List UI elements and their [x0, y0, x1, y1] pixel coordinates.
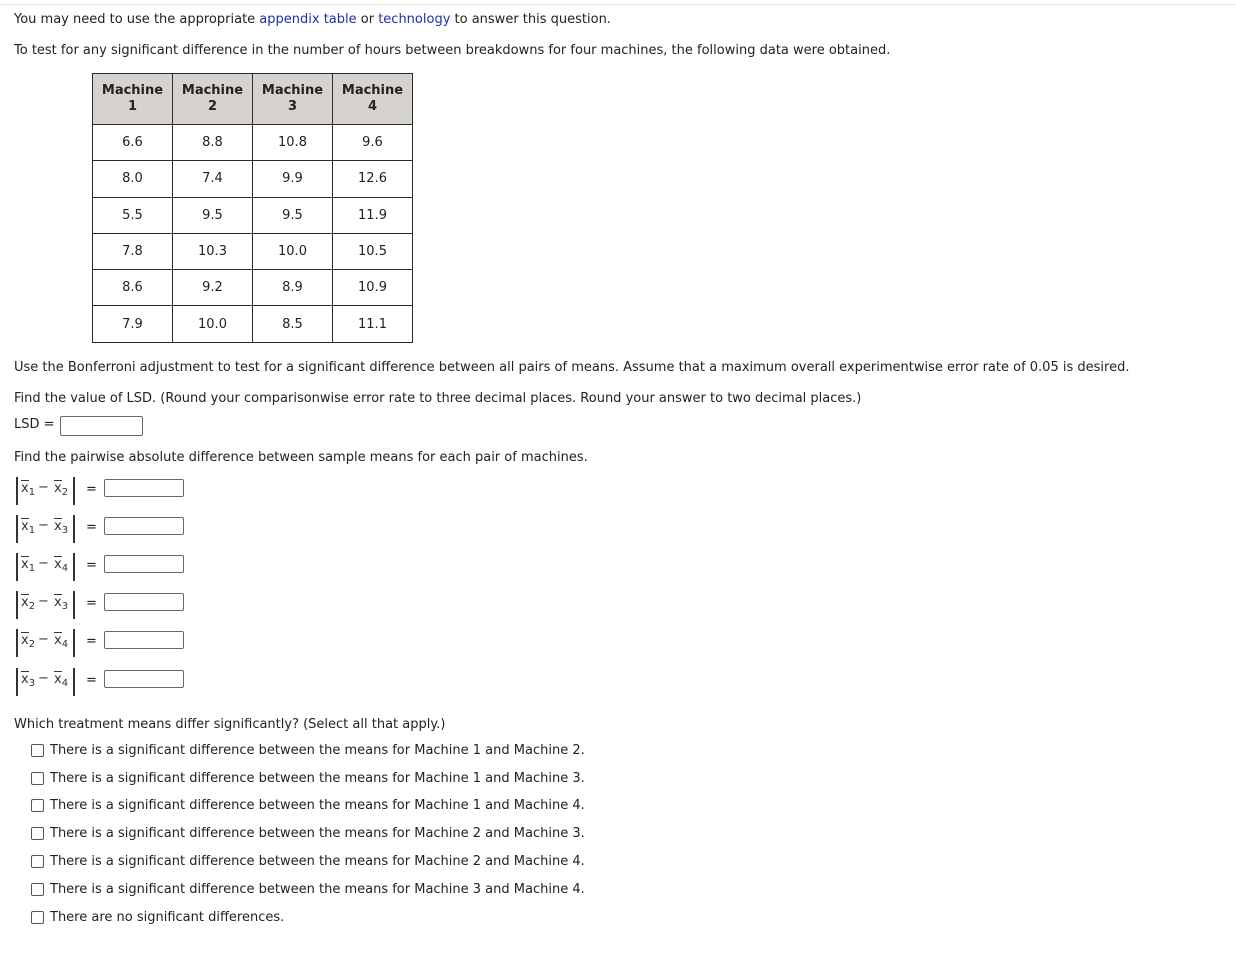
table-row	[93, 233, 413, 269]
table-cell: 11.9	[333, 197, 413, 233]
lsd-input[interactable]	[60, 416, 143, 436]
mean-symbol-a: $x_1$	[21, 481, 36, 498]
table-cell: 10.0	[253, 233, 333, 269]
top-divider	[0, 4, 1236, 5]
checkbox[interactable]	[31, 827, 44, 840]
pair-x1-x3-input[interactable]	[104, 517, 184, 535]
table-cell: 12.6	[333, 161, 413, 197]
equals-sign: =	[86, 596, 97, 611]
checkbox[interactable]	[31, 772, 44, 785]
minus-sign: −	[38, 518, 49, 533]
table-cell: 9.2	[173, 270, 253, 306]
checkbox[interactable]	[31, 855, 44, 868]
table-cell: 10.0	[173, 306, 253, 342]
mean-symbol-b: $x_4$	[54, 633, 69, 650]
mean-symbol-a: $x_1$	[21, 557, 36, 574]
pair-x1-x4	[16, 551, 176, 587]
pair-x2-x4	[16, 627, 176, 663]
intro-prefix: You may need to use the appropriate	[14, 12, 260, 27]
abs-bar-right	[73, 477, 75, 505]
table-cell: 8.6	[93, 270, 173, 306]
abs-bar-right	[73, 668, 75, 696]
problem-statement: To test for any significant difference in the number of hours between breakdowns for four machines, the following data were obtained.	[14, 43, 891, 58]
mean-symbol-b: $x_4$	[54, 557, 69, 574]
mean-symbol-b: $x_3$	[54, 519, 69, 536]
abs-bar-left	[16, 668, 18, 696]
option-label: There is a significant difference between the means for Machine 1 and Machine 2.	[50, 743, 585, 758]
table-cell: 8.8	[173, 125, 253, 161]
checkbox[interactable]	[31, 744, 44, 757]
lsd-instruction: Find the value of LSD. (Round your comparisonwise error rate to three decimal places. Round your answer to two decimal places.)	[14, 391, 862, 406]
table-cell: 8.9	[253, 270, 333, 306]
intro-suffix: to answer this question.	[450, 12, 611, 27]
table-cell: 5.5	[93, 197, 173, 233]
which-question: Which treatment means differ significantly? (Select all that apply.)	[14, 717, 446, 732]
intro-text	[14, 11, 611, 29]
pair-x1-x3	[16, 513, 176, 549]
pair-x1-x2-input[interactable]	[104, 479, 184, 497]
technology-link[interactable]: technology	[378, 12, 451, 27]
abs-bar-right	[73, 629, 75, 657]
abs-bar-right	[73, 553, 75, 581]
pair-x2-x4-input[interactable]	[104, 631, 184, 649]
table-row	[93, 270, 413, 306]
table-header-row	[93, 74, 413, 125]
pair-x1-x2	[16, 475, 176, 511]
equals-sign: =	[86, 482, 97, 497]
mean-symbol-b: $x_3$	[54, 595, 69, 612]
machine-data-table	[92, 73, 413, 343]
option-label: There are no significant differences.	[50, 910, 285, 925]
abs-bar-right	[73, 591, 75, 619]
table-cell: 7.8	[93, 233, 173, 269]
abs-bar-left	[16, 553, 18, 581]
checkbox[interactable]	[31, 799, 44, 812]
checkbox[interactable]	[31, 911, 44, 924]
table-cell: 8.0	[93, 161, 173, 197]
equals-sign: =	[86, 673, 97, 688]
mean-symbol-b: $x_2$	[54, 481, 69, 498]
table-cell: 10.8	[253, 125, 333, 161]
table-cell: 9.5	[173, 197, 253, 233]
mean-symbol-b: $x_4$	[54, 672, 69, 689]
appendix-table-link[interactable]: appendix table	[259, 12, 357, 27]
table-cell: 11.1	[333, 306, 413, 342]
table-cell: 6.6	[93, 125, 173, 161]
option-label: There is a significant difference between the means for Machine 1 and Machine 4.	[50, 798, 585, 813]
mean-symbol-a: $x_2$	[21, 633, 36, 650]
minus-sign: −	[38, 480, 49, 495]
checkbox[interactable]	[31, 883, 44, 896]
table-cell: 7.4	[173, 161, 253, 197]
option-label: There is a significant difference between the means for Machine 2 and Machine 4.	[50, 854, 585, 869]
abs-bar-left	[16, 591, 18, 619]
option-label: There is a significant difference between the means for Machine 2 and Machine 3.	[50, 826, 585, 841]
table-cell: 10.9	[333, 270, 413, 306]
table-cell: 7.9	[93, 306, 173, 342]
equals-sign: =	[86, 520, 97, 535]
abs-bar-left	[16, 515, 18, 543]
equals-sign: =	[86, 634, 97, 649]
header-machine-3: Machine 3	[253, 74, 333, 125]
table-cell: 10.3	[173, 233, 253, 269]
table-cell: 9.9	[253, 161, 333, 197]
table-row	[93, 197, 413, 233]
lsd-label: LSD =	[14, 417, 55, 432]
table-row	[93, 125, 413, 161]
bonferroni-text: Use the Bonferroni adjustment to test for a significant difference between all pairs of means. Assume that a maximum overall experimentwise error rate of 0.05 is desired.	[14, 360, 1130, 375]
minus-sign: −	[38, 594, 49, 609]
table-row	[93, 306, 413, 342]
option-label: There is a significant difference between the means for Machine 1 and Machine 3.	[50, 771, 585, 786]
minus-sign: −	[38, 632, 49, 647]
intro-or: or	[356, 12, 379, 27]
table-cell: 10.5	[333, 233, 413, 269]
table-cell: 9.5	[253, 197, 333, 233]
header-machine-4: Machine 4	[333, 74, 413, 125]
mean-symbol-a: $x_3$	[21, 672, 36, 689]
pair-x3-x4	[16, 666, 176, 702]
abs-bar-right	[73, 515, 75, 543]
option-label: There is a significant difference between the means for Machine 3 and Machine 4.	[50, 882, 585, 897]
header-machine-2: Machine 2	[173, 74, 253, 125]
header-machine-1: Machine 1	[93, 74, 173, 125]
mean-symbol-a: $x_2$	[21, 595, 36, 612]
pairwise-instruction: Find the pairwise absolute difference between sample means for each pair of machines.	[14, 450, 588, 465]
equals-sign: =	[86, 558, 97, 573]
pair-x2-x3-input[interactable]	[104, 593, 184, 611]
pair-x1-x4-input[interactable]	[104, 555, 184, 573]
abs-bar-left	[16, 629, 18, 657]
minus-sign: −	[38, 671, 49, 686]
table-cell: 9.6	[333, 125, 413, 161]
pair-x3-x4-input[interactable]	[104, 670, 184, 688]
minus-sign: −	[38, 556, 49, 571]
mean-symbol-a: $x_1$	[21, 519, 36, 536]
table-row	[93, 161, 413, 197]
table-cell: 8.5	[253, 306, 333, 342]
pair-x2-x3	[16, 589, 176, 625]
abs-bar-left	[16, 477, 18, 505]
